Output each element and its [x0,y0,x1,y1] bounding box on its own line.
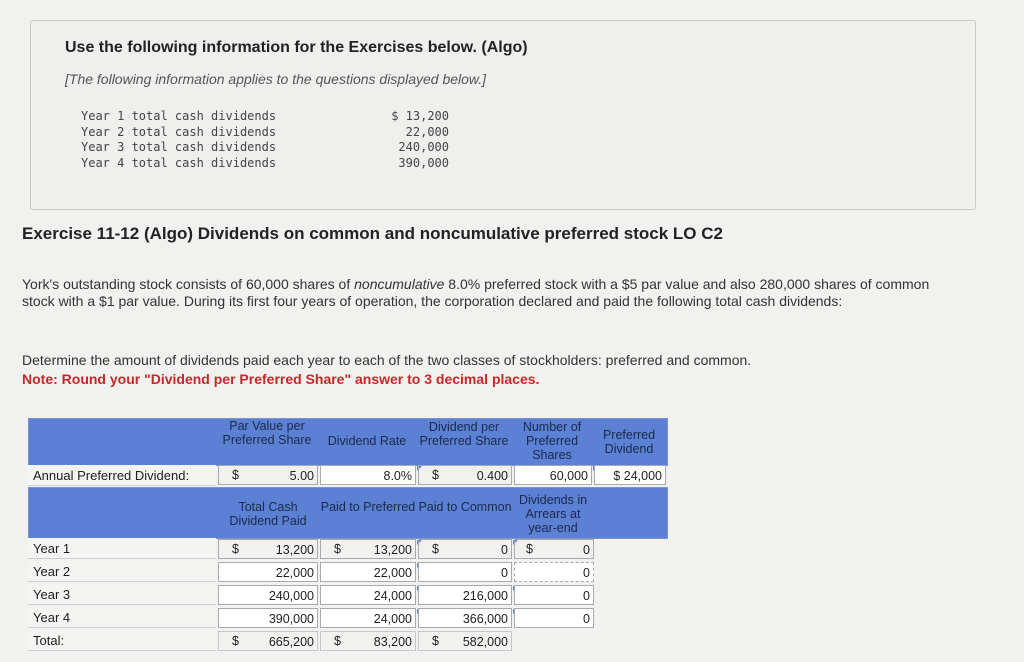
dollar-sign: $ [334,542,341,556]
col-header-per-share: Dividend per Preferred Share [419,420,509,448]
info-panel [30,20,976,210]
dollar-sign: $ [432,468,439,482]
paid-preferred-input[interactable]: 24,000 [320,585,416,605]
list-item: Year 3 total cash dividends 240,000 [81,140,449,154]
col-header-total-cash: Total Cash Dividend Paid [229,500,307,528]
total-cash-input[interactable]: 22,000 [218,562,318,582]
row-label-year: Year 2 [28,561,216,582]
row-label-year: Year 4 [28,607,216,628]
dollar-sign: $ [232,542,239,556]
row-label-year: Year 3 [28,584,216,605]
col-header-paid-preferred: Paid to Preferred [320,500,416,514]
col-header-paid-common: Paid to Common [418,500,512,514]
dividends-list [81,109,449,171]
info-subtitle: [The following information applies to the questions displayed below.] [65,71,487,87]
instructions: Determine the amount of dividends paid each year to each of the two classes of stockholders: preferred and common. [22,352,752,368]
list-item: Year 2 total cash dividends 22,000 [81,124,449,139]
exercise-body: York's outstanding stock consists of 60,000 shares of noncumulative 8.0% preferred stock with a $5 par value and also 280,000 shares of common stock with a $1 par value. During its first four years of operation, the corporation declared and paid the following total cash dividends: [22,276,930,309]
col-header-pref-dividend: Preferred Dividend [602,428,656,456]
total-cash-input[interactable]: 390,000 [218,608,318,628]
total-cash-input[interactable]: 13,200 [218,539,318,559]
col-header-rate: Dividend Rate [327,434,407,448]
arrears-input[interactable]: 0 [514,562,594,582]
paid-common-sum: 582,000 [418,631,512,651]
number-of-shares-input[interactable]: 60,000 [514,465,592,485]
preferred-dividend-input[interactable]: $ 24,000 [594,465,666,485]
paid-common-input[interactable]: 0 [418,562,512,582]
rounding-note: Note: Round your "Dividend per Preferred Share" answer to 3 decimal places. [22,371,540,387]
dollar-sign: $ [432,634,439,648]
paid-preferred-input[interactable]: 22,000 [320,562,416,582]
col-header-arrears: Dividends in Arrears at year-end [518,493,588,535]
paid-common-input[interactable]: 216,000 [418,585,512,605]
list-item: Year 4 total cash dividends 390,000 [81,155,449,170]
col-header-par: Par Value per Preferred Share [222,419,312,447]
dollar-sign: $ [432,542,439,556]
dollar-sign: $ [526,542,533,556]
paid-preferred-input[interactable]: 13,200 [320,539,416,559]
dollar-sign: $ [232,634,239,648]
total-cash-input[interactable]: 240,000 [218,585,318,605]
dividend-per-share-input[interactable]: 0.400 [418,465,512,485]
dollar-sign: $ [232,468,239,482]
arrears-input[interactable]: 0 [514,539,594,559]
paid-preferred-sum: 83,200 [320,631,416,651]
row-label-total: Total: [28,630,216,651]
total-cash-sum: 665,200 [218,631,318,651]
arrears-input[interactable]: 0 [514,608,594,628]
paid-common-input[interactable]: 366,000 [418,608,512,628]
row-label-year: Year 1 [28,538,216,559]
paid-preferred-input[interactable]: 24,000 [320,608,416,628]
exercise-title: Exercise 11-12 (Algo) Dividends on common and noncumulative preferred stock LO C2 [22,224,723,243]
par-value-input[interactable]: 5.00 [218,465,318,485]
dividend-table [28,418,668,654]
row-label-annual: Annual Preferred Dividend: [28,465,216,486]
list-item: Year 1 total cash dividends $ 13,200 [81,109,449,123]
dividend-rate-input[interactable]: 8.0% [320,465,416,485]
info-title: Use the following information for the Exercises below. (Algo) [65,39,528,56]
dollar-sign: $ [334,634,341,648]
col-header-shares: Number of Preferred Shares [522,420,582,462]
arrears-input[interactable]: 0 [514,585,594,605]
paid-common-input[interactable]: 0 [418,539,512,559]
